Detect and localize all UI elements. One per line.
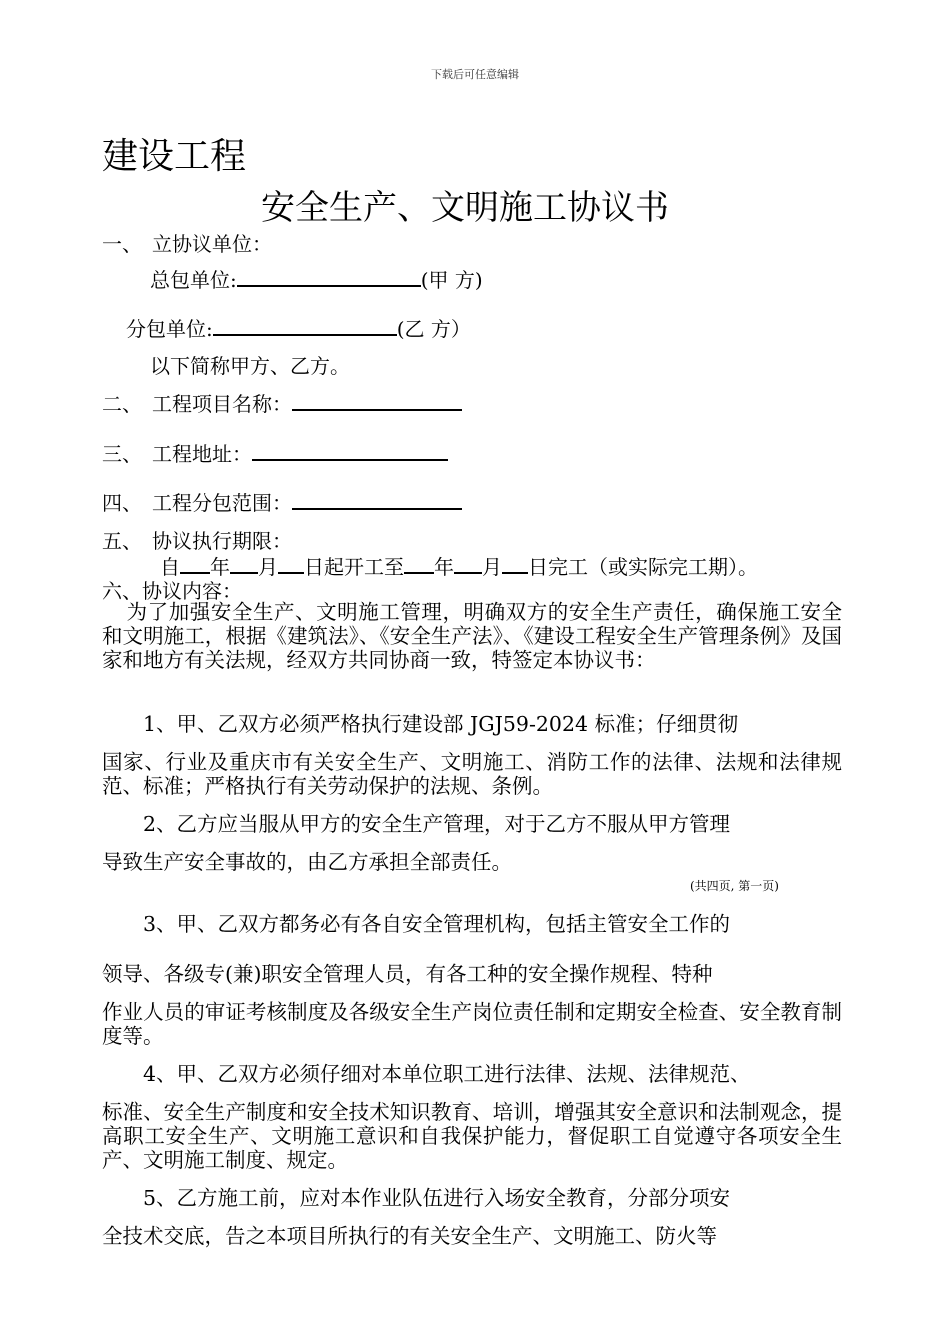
period-month2: 月: [482, 555, 502, 579]
section3-label: 三、 工程地址：: [102, 442, 252, 466]
end-month-blank: [454, 554, 482, 574]
section4-row: [102, 487, 462, 516]
period-row: [160, 551, 758, 580]
item4-line1: 4、甲、乙双方必须仔细对本单位职工进行法律、法规、法律规范、: [143, 1062, 751, 1086]
document-title-line2: 安全生产、文明施工协议书: [261, 188, 669, 228]
document-title-line1: 建设工程: [102, 136, 247, 177]
section3-row: [102, 438, 448, 467]
subcontractor-blank: [213, 316, 397, 336]
section2-row: [102, 388, 462, 417]
project-name-blank: [292, 391, 462, 411]
item5-line1: 5、乙方施工前，应对本作业队伍进行入场安全教育，分部分项安: [143, 1186, 731, 1210]
item2-line1: 2、乙方应当服从甲方的安全生产管理，对于乙方不服从甲方管理: [143, 812, 731, 836]
item1-line1: 1、甲、乙双方必须严格执行建设部 JGJ59-2024 标准；仔细贯彻: [143, 712, 739, 736]
start-month-blank: [230, 554, 258, 574]
item3-rest: 作业人员的审证考核制度及各级安全生产岗位责任制和定期安全检查、安全教育制度等。: [102, 1000, 842, 1048]
project-address-blank: [252, 441, 448, 461]
subcontractor-row: [126, 313, 471, 342]
item2-rest: 导致生产安全事故的，由乙方承担全部责任。: [102, 850, 512, 874]
item1-rest: 国家、行业及重庆市有关安全生产、文明施工、消防工作的法律、法规和法律规范、标准；严格执行有关劳动保护的法规、条例。: [102, 750, 842, 798]
start-day-blank: [278, 554, 304, 574]
section5-label: 五、 协议执行期限：: [102, 529, 292, 553]
section1-label: 一、 立协议单位：: [102, 232, 272, 256]
header-note: 下载后可任意编辑: [431, 68, 519, 81]
item3-line1: 3、甲、乙双方都务必有各自安全管理机构，包括主管安全工作的: [143, 912, 731, 936]
contractor-blank: [237, 267, 421, 287]
item5-line2: 全技术交底，告之本项目所执行的有关安全生产、文明施工、防火等: [102, 1224, 717, 1248]
end-day-blank: [502, 554, 528, 574]
period-end: 日完工（或实际完工期）。: [528, 555, 758, 579]
contractor-suffix: (甲 方): [420, 268, 483, 292]
contractor-row: [150, 264, 483, 293]
subcontractor-suffix: (乙 方）: [396, 317, 471, 341]
section4-label: 四、 工程分包范围：: [102, 491, 292, 515]
item4-rest: 标准、安全生产制度和安全技术知识教育、培训，增强其安全意识和法制观念，提高职工安全生产、文明施工意识和自我保护能力，督促职工自觉遵守各项安全生产、文明施工制度、规定。: [102, 1100, 842, 1172]
intro-paragraph: 为了加强安全生产、文明施工管理，明确双方的安全生产责任，确保施工安全和文明施工，根据《建筑法》、《安全生产法》、《建设工程安全生产管理条例》及国家和地方有关法规，经双方共同协商一致，特签定本协议书：: [102, 600, 842, 672]
item3-line2: 领导、各级专(兼)职安全管理人员，有各工种的安全操作规程、特种: [102, 962, 713, 986]
section6-label: 六、协议内容：: [102, 579, 242, 603]
period-mid: 日起开工至: [304, 555, 404, 579]
start-year-blank: [180, 554, 210, 574]
contractor-label: 总包单位:: [150, 268, 237, 292]
period-year1: 年: [210, 555, 230, 579]
period-month1: 月: [258, 555, 278, 579]
subcontractor-label: 分包单位:: [126, 317, 213, 341]
abbreviation-note: 以下简称甲方、乙方。: [150, 354, 350, 378]
period-from: 自: [160, 555, 180, 579]
scope-blank: [292, 490, 462, 510]
page-footer: (共四页, 第一页): [690, 879, 779, 893]
period-year2: 年: [434, 555, 454, 579]
section2-label: 二、 工程项目名称：: [102, 392, 292, 416]
end-year-blank: [404, 554, 434, 574]
